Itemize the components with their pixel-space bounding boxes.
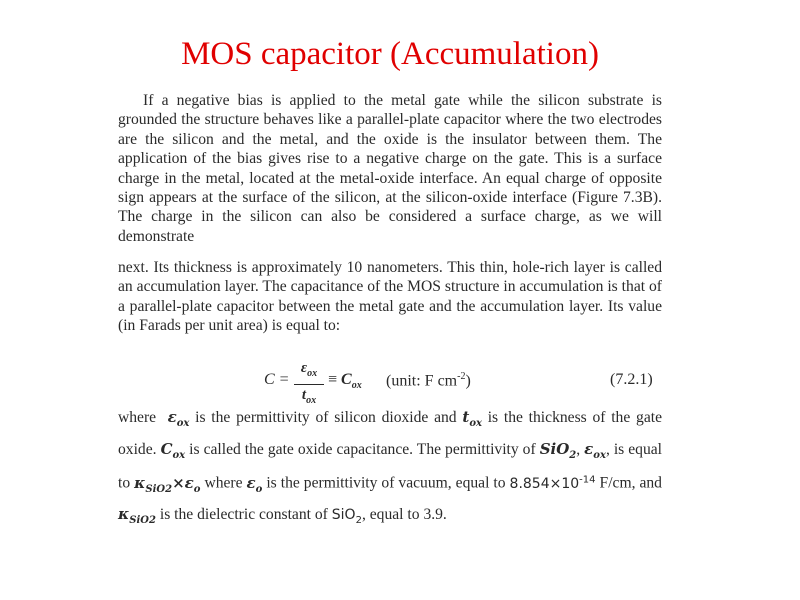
kappa-product-symbol: $\kappa_{SiO2}\times\varepsilon_o$ (134, 473, 201, 495)
kappa-sio2-symbol: $\kappa_{SiO2}$ (118, 505, 156, 527)
c-ox-symbol: $C_{ox}$ (160, 439, 186, 461)
equation-rhs: ≡ $C_{ox}$ (328, 371, 362, 392)
fraction-denominator: $t_{ox}$ (301, 387, 317, 406)
equation-lhs: C = (264, 371, 290, 388)
paragraph-accumulation-layer: next. Its thickness is approximately 10 nanometers. This thin, hole-rich layer is called an accumulation layer. The capacitance of the MOS structure in accumulation is that of a parallel-plate capacitor between the metal gate and the accumulation layer. Its value (in Farads per unit area) is equal to: (118, 259, 662, 335)
paragraph-bias-description: If a negative bias is applied to the metal gate while the silicon substrate is grounded the structure behaves like a parallel-plate capacitor where the two electrodes are the silicon and the metal, and the oxide is the insulator between them. The application of the bias gives rise to a negative charge on the gate. This is a surface charge in the metal, located at the metal-oxide interface. An equal charge of opposite sign appears at the surface of the silicon, at the silicon-oxide interface (Figure 7.3B). The charge in the silicon can also be considered a surface charge, as we will demonstrate (118, 92, 662, 245)
sio2-symbol: SiO$_2$ (539, 439, 577, 461)
equation-7-2-1 (264, 357, 674, 406)
vacuum-permittivity-value: $8.854\times 10^{-14}$ (509, 474, 596, 492)
epsilon-ox-symbol-2: $\varepsilon_{ox}$ (584, 439, 606, 461)
slide-title: MOS capacitor (Accumulation) (181, 36, 599, 72)
epsilon-o-symbol: $\varepsilon_o$ (246, 473, 263, 495)
epsilon-ox-symbol: $\varepsilon_{ox}$ (167, 408, 190, 429)
sio2-text: SiO$_2$ (331, 507, 362, 526)
paragraph-permittivity: where $\varepsilon_{ox}$ is the permittivity of silicon dioxide and $t_{ox}$ is the thickness of the gate oxide. $C_{ox}$ is called the gate oxide capacitance. The permittivity of SiO$_2$, $\varepsilon_{ox}$, is equal to $\kappa_{SiO2}\times\varepsilon_o$ where $\varepsilon_o$ is the permittivity of vacuum, equal to $8.854\times 10^{-14}$ F/cm, and $\kappa_{SiO2}$ is the dielectric constant of SiO$_2$, equal to 3.9. (118, 408, 663, 527)
fraction-numerator: $\varepsilon_{ox}$ (294, 358, 324, 385)
equation-unit: (unit: F $cm^{-2}$) (386, 371, 471, 390)
equation-number: (7.2.1) (610, 371, 653, 388)
t-ox-symbol: $t_{ox}$ (462, 408, 482, 429)
equation-fraction (294, 358, 324, 411)
